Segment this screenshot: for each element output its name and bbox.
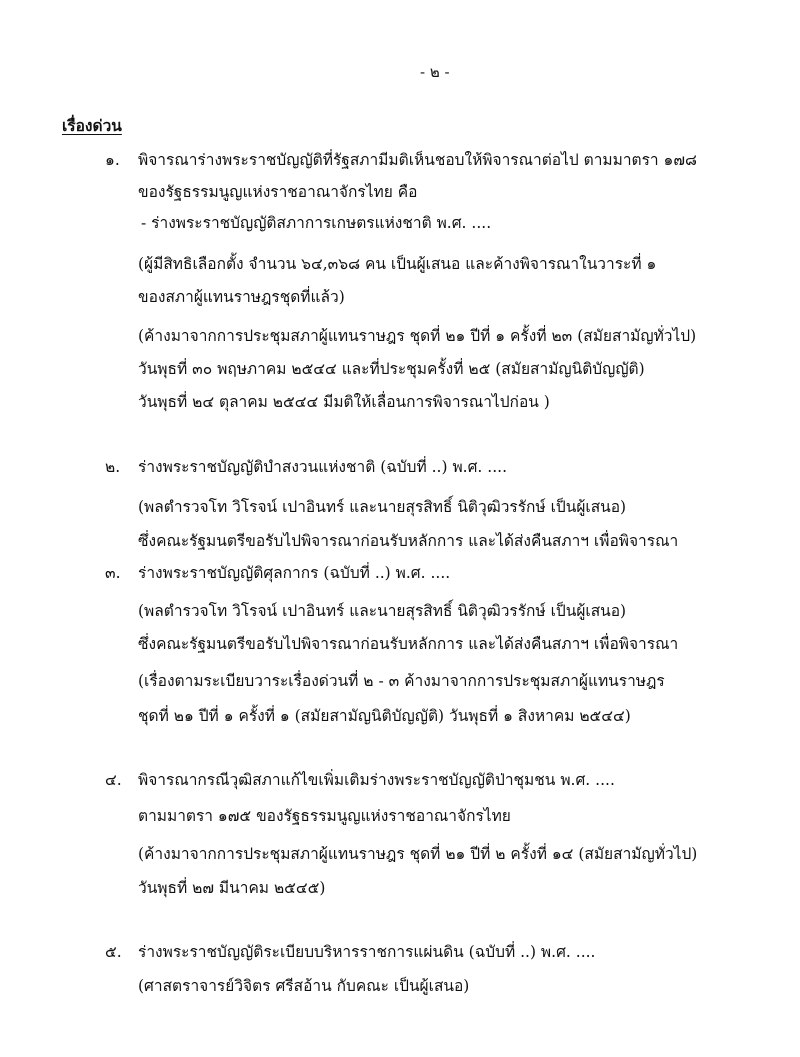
item-line: (ผู้มีสิทธิเลือกตั้ง จำนวน ๖๔,๓๖๘ คน เป็นผู้เสนอ และค้างพิจารณาในวาระที่ ๑ xyxy=(138,255,657,273)
item-line: ของสภาผู้แทนราษฎรชุดที่แล้ว) xyxy=(138,288,345,306)
item-number: ๕. xyxy=(105,943,122,961)
item-line: ซึ่งคณะรัฐมนตรีขอรับไปพิจารณาก่อนรับหลักการ และได้ส่งคืนสภาฯ เพื่อพิจารณา xyxy=(138,532,679,550)
section-heading: เรื่องด่วน xyxy=(62,116,122,135)
item-line: (เรื่องตามระเบียบวาระเรื่องด่วนที่ ๒ - ๓ ค้างมาจากการประชุมสภาผู้แทนราษฎร xyxy=(138,672,665,690)
item-line: (ศาสตราจารย์วิจิตร ศรีสอ้าน กับคณะ เป็นผู้เสนอ) xyxy=(138,977,470,995)
item-number: ๒. xyxy=(105,458,121,476)
item-line: พิจารณากรณีวุฒิสภาแก้ไขเพิ่มเติมร่างพระราชบัญญัติป่าชุมชน พ.ศ. .... xyxy=(138,771,615,789)
item-line: (พลตำรวจโท วิโรจน์ เปาอินทร์ และนายสุรสิทธิ์ นิติวุฒิวรรักษ์ เป็นผู้เสนอ) xyxy=(138,498,627,516)
item-line: วันพุธที่ ๒๗ มีนาคม ๒๕๔๕) xyxy=(138,879,326,897)
item-line: (ค้างมาจากการประชุมสภาผู้แทนราษฎร ชุดที่ ๒๑ ปีที่ ๒ ครั้งที่ ๑๔ (สมัยสามัญทั่วไป) xyxy=(138,845,698,863)
item-line: พิจารณาร่างพระราชบัญญัติที่รัฐสภามีมติเห็นชอบให้พิจารณาต่อไป ตามมาตรา ๑๗๘ xyxy=(138,151,698,169)
page-number: - ๒ - xyxy=(420,63,450,81)
item-line: ชุดที่ ๒๑ ปีที่ ๑ ครั้งที่ ๑ (สมัยสามัญนิติบัญญัติ) วันพุธที่ ๑ สิงหาคม ๒๕๔๔) xyxy=(138,707,631,725)
item-line: วันพุธที่ ๓๐ พฤษภาคม ๒๕๔๔ และที่ประชุมครั้งที่ ๒๕ (สมัยสามัญนิติบัญญัติ) xyxy=(138,360,645,378)
item-number: ๑. xyxy=(105,151,120,169)
item-number: ๓. xyxy=(105,564,121,582)
item-line: (ค้างมาจากการประชุมสภาผู้แทนราษฎร ชุดที่ ๒๑ ปีที่ ๑ ครั้งที่ ๒๓ (สมัยสามัญทั่วไป) xyxy=(138,327,697,345)
item-line: - ร่างพระราชบัญญัติสภาการเกษตรแห่งชาติ พ.ศ. .... xyxy=(141,214,492,232)
item-line: ตามมาตรา ๑๗๕ ของรัฐธรรมนูญแห่งราชอาณาจักรไทย xyxy=(138,807,511,825)
item-line: วันพุธที่ ๒๔ ตุลาคม ๒๕๔๔ มีมติให้เลื่อนการพิจารณาไปก่อน ) xyxy=(138,393,550,411)
item-line: ร่างพระราชบัญญัติระเบียบบริหารราชการแผ่นดิน (ฉบับที่ ..) พ.ศ. .... xyxy=(138,943,596,961)
item-line: ร่างพระราชบัญญัติศุลกากร (ฉบับที่ ..) พ.ศ. .... xyxy=(138,564,451,582)
item-line: ของรัฐธรรมนูญแห่งราชอาณาจักรไทย คือ xyxy=(138,183,418,201)
item-line: (พลตำรวจโท วิโรจน์ เปาอินทร์ และนายสุรสิทธิ์ นิติวุฒิวรรักษ์ เป็นผู้เสนอ) xyxy=(138,602,627,620)
item-number: ๔. xyxy=(105,771,122,789)
item-line: ซึ่งคณะรัฐมนตรีขอรับไปพิจารณาก่อนรับหลักการ และได้ส่งคืนสภาฯ เพื่อพิจารณา xyxy=(138,635,679,653)
item-line: ร่างพระราชบัญญัติบำสงวนแห่งชาติ (ฉบับที่ ..) พ.ศ. .... xyxy=(138,458,507,476)
